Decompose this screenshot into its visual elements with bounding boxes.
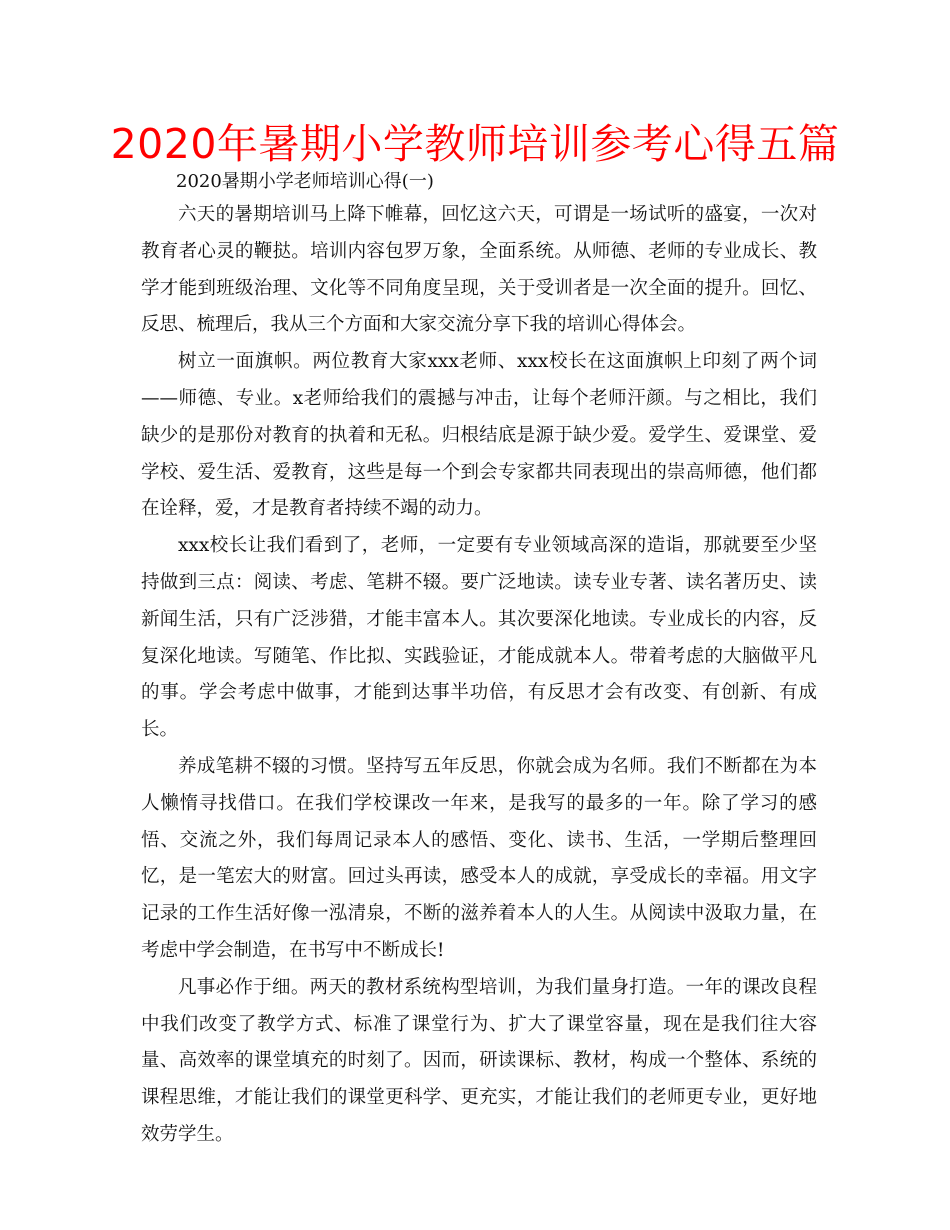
paragraph: 养成笔耕不辍的习惯。坚持写五年反思，你就会成为名师。我们不断都在为本人懒惰寻找借口。在我们学校课改一年来，是我写的最多的一年。除了学习的感悟、交流之外，我们每周记录本人的感悟、变化、读书、生活，一学期后整理回忆，是一笔宏大的财富。回过头再读，感受本人的成就，享受成长的幸福。用文字记录的工作生活好像一泓清泉，不断的滋养着本人的人生。从阅读中汲取力量，在考虑中学会制造，在书写中不断成长! (141, 755, 817, 961)
section-heading: 2020暑期小学老师培训心得(一) (176, 171, 434, 192)
paragraph: 树立一面旗帜。两位教育大家xxx老师、xxx校长在这面旗帜上印刻了两个词——师德、专业。x老师给我们的震撼与冲击，让每个老师汗颜。与之相比，我们缺少的是那份对教育的执着和无私。归根结底是源于缺少爱。爱学生、爱课堂、爱学校、爱生活、爱教育，这些是每一个到会专家都共同表现出的崇高师德，他们都在诠释，爱，才是教育者持续不竭的动力。 (141, 351, 817, 520)
document-title: 2020年暑期小学教师培训参考心得五篇 (110, 120, 840, 168)
paragraph: 六天的暑期培训马上降下帷幕，回忆这六天，可谓是一场试听的盛宴，一次对教育者心灵的鞭挞。培训内容包罗万象，全面系统。从师德、老师的专业成长、教学才能到班级治理、文化等不同角度呈现，关于受训者是一次全面的提升。回忆、反思、梳理后，我从三个方面和大家交流分享下我的培训心得体会。 (141, 204, 817, 336)
paragraph: 凡事必作于细。两天的教材系统构型培训，为我们量身打造。一年的课改良程中我们改变了教学方式、标准了课堂行为、扩大了课堂容量，现在是我们往大容量、高效率的课堂填充的时刻了。因而，研读课标、教材，构成一个整体、系统的课程思维，才能让我们的课堂更科学、更充实，才能让我们的老师更专业，更好地效劳学生。 (141, 976, 817, 1145)
document-body (141, 197, 817, 1154)
paragraph: xxx校长让我们看到了，老师，一定要有专业领域高深的造诣，那就要至少坚持做到三点：阅读、考虑、笔耕不辍。要广泛地读。读专业专著、读名著历史、读新闻生活，只有广泛涉猎，才能丰富本人。其次要深化地读。专业成长的内容，反复深化地读。写随笔、作比拟、实践验证，才能成就本人。带着考虑的大脑做平凡的事。学会考虑中做事，才能到达事半功倍，有反思才会有改变、有创新、有成长。 (141, 535, 817, 741)
